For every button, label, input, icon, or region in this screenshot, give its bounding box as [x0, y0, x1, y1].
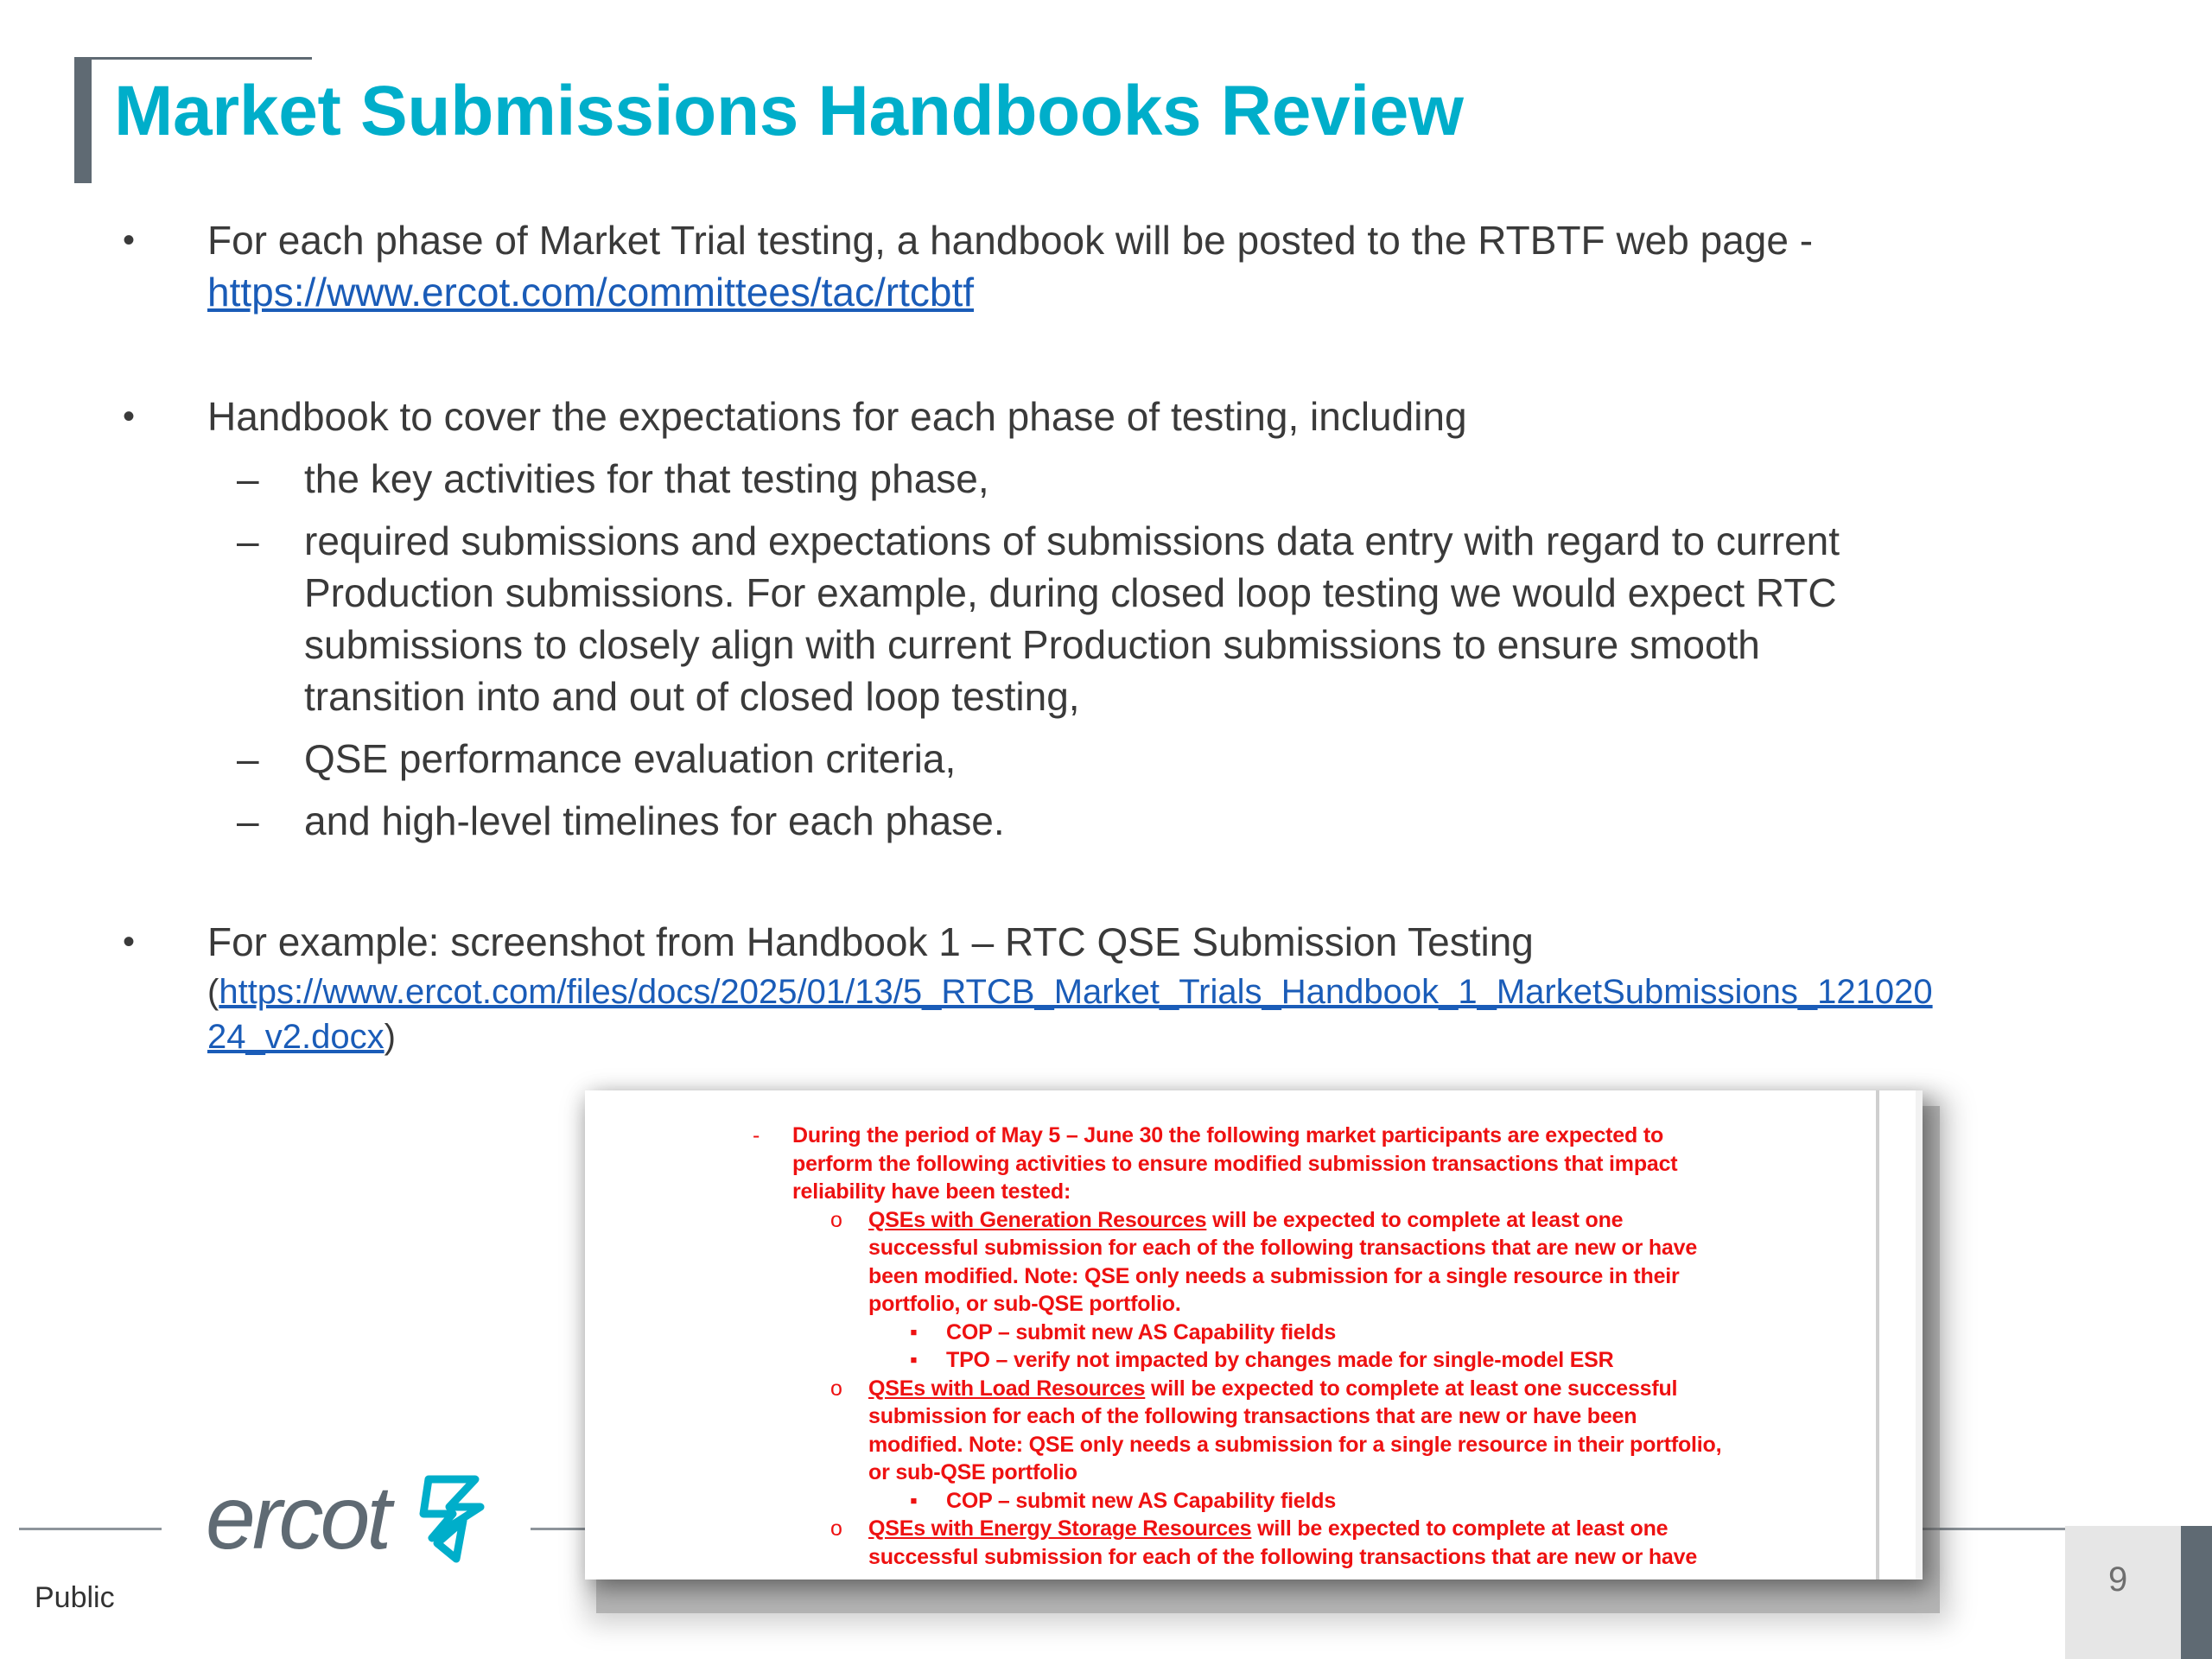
doc-load-rest: will be expected to complete at least one successful	[1145, 1376, 1678, 1401]
doc-load-heading	[868, 1375, 1677, 1403]
doc-gen-heading	[868, 1206, 1623, 1235]
doc-gen-item: TPO – verify not impacted by changes made for single-model ESR	[946, 1348, 1614, 1372]
handbook-link-line2	[207, 1014, 396, 1059]
sub-bullet-marker: –	[237, 456, 259, 501]
screenshot-page-edge	[1876, 1090, 1879, 1580]
doc-square-marker: ▪	[910, 1319, 918, 1344]
sub-item-timelines: and high-level timelines for each phase.	[304, 798, 1005, 843]
doc-dash-marker: -	[753, 1123, 760, 1147]
bullet-1-text: For each phase of Market Trial testing, a handbook will be posted to the RTBTF web page -	[207, 218, 1814, 263]
doc-square-marker: ▪	[910, 1488, 918, 1513]
sub-item-required-submissions: required submissions and expectations of submissions data entry with regard to current	[304, 518, 1840, 563]
slide-title: Market Submissions Handbooks Review	[114, 72, 1464, 150]
sub-item-required-submissions-line3: submissions to closely align with current Production submissions to ensure smooth	[304, 622, 1760, 667]
bullet-2-text: Handbook to cover the expectations for each phase of testing, including	[207, 394, 1467, 439]
sub-bullet-marker: –	[237, 736, 259, 781]
doc-load-lead: QSEs with Load Resources	[868, 1376, 1146, 1401]
sub-item-required-submissions-line4: transition into and out of closed loop testing,	[304, 674, 1080, 719]
classification-label: Public	[35, 1581, 115, 1614]
doc-circle-marker: o	[830, 1207, 842, 1232]
handbook-screenshot	[585, 1090, 1923, 1580]
doc-intro-line: reliability have been tested:	[792, 1179, 1071, 1204]
bullet-marker: •	[123, 221, 136, 259]
sub-bullet-marker: –	[237, 518, 259, 563]
bullet-3-text: For example: screenshot from Handbook 1 – RTC QSE Submission Testing	[207, 919, 1534, 964]
handbook-link[interactable]: https://www.ercot.com/files/docs/2025/01/13/5_RTCB_Market_Trials_Handbook_1_MarketSubmissions_121020	[219, 973, 1933, 1011]
doc-esr-lead: QSEs with Energy Storage Resources	[868, 1516, 1252, 1541]
doc-esr-rest: will be expected to complete at least one	[1251, 1516, 1669, 1541]
doc-load-line: submission for each of the following transactions that are new or have been	[868, 1404, 1637, 1428]
bullet-marker: •	[123, 923, 136, 961]
doc-esr-heading	[868, 1515, 1668, 1543]
paren-close: )	[384, 1018, 396, 1056]
screenshot-margin	[1916, 1090, 1923, 1580]
bullet-marker: •	[123, 397, 136, 435]
doc-gen-item: COP – submit new AS Capability fields	[946, 1319, 1337, 1344]
doc-intro-line: perform the following activities to ensure modified submission transactions that impact	[792, 1151, 1678, 1176]
doc-load-line: or sub-QSE portfolio	[868, 1460, 1077, 1484]
doc-gen-rest: will be expected to complete at least one	[1206, 1207, 1624, 1232]
sub-item-key-activities: the key activities for that testing phase,	[304, 456, 989, 501]
title-accent-bar	[74, 57, 92, 183]
sub-bullet-marker: –	[237, 798, 259, 843]
lightning-star-icon	[423, 1479, 480, 1559]
sub-item-required-submissions-line2: Production submissions. For example, during closed loop testing we would expect RTC	[304, 570, 1837, 615]
ercot-logo	[206, 1469, 491, 1586]
sub-item-qse-performance: QSE performance evaluation criteria,	[304, 736, 957, 781]
doc-circle-marker: o	[830, 1376, 842, 1401]
doc-esr-line: successful submission for each of the following transactions that are new or have	[868, 1544, 1698, 1569]
doc-load-line: modified. Note: QSE only needs a submission for a single resource in their portfolio,	[868, 1432, 1722, 1457]
doc-gen-line: portfolio, or sub-QSE portfolio.	[868, 1292, 1181, 1316]
footer-rule-left	[19, 1528, 162, 1530]
logo-wordmark: ercot	[206, 1469, 389, 1568]
doc-gen-line: successful submission for each of the following transactions that are new or have	[868, 1236, 1698, 1260]
doc-gen-line: been modified. Note: QSE only needs a submission for a single resource in their	[868, 1263, 1680, 1288]
page-number: 9	[2108, 1560, 2128, 1599]
handbook-link-line1	[207, 969, 1933, 1014]
title-accent-line	[74, 57, 312, 60]
doc-square-marker: ▪	[910, 1348, 918, 1372]
rtbtf-link[interactable]: https://www.ercot.com/committees/tac/rtcbtf	[207, 270, 975, 315]
page-edge-bar	[2181, 1526, 2212, 1659]
handbook-link-continued[interactable]: 24_v2.docx	[207, 1018, 385, 1056]
doc-circle-marker: o	[830, 1516, 842, 1541]
paren-open: (	[207, 973, 219, 1011]
doc-gen-lead: QSEs with Generation Resources	[868, 1207, 1207, 1232]
doc-intro-line: During the period of May 5 – June 30 the following market participants are expected to	[792, 1123, 1664, 1147]
doc-load-item: COP – submit new AS Capability fields	[946, 1488, 1337, 1513]
